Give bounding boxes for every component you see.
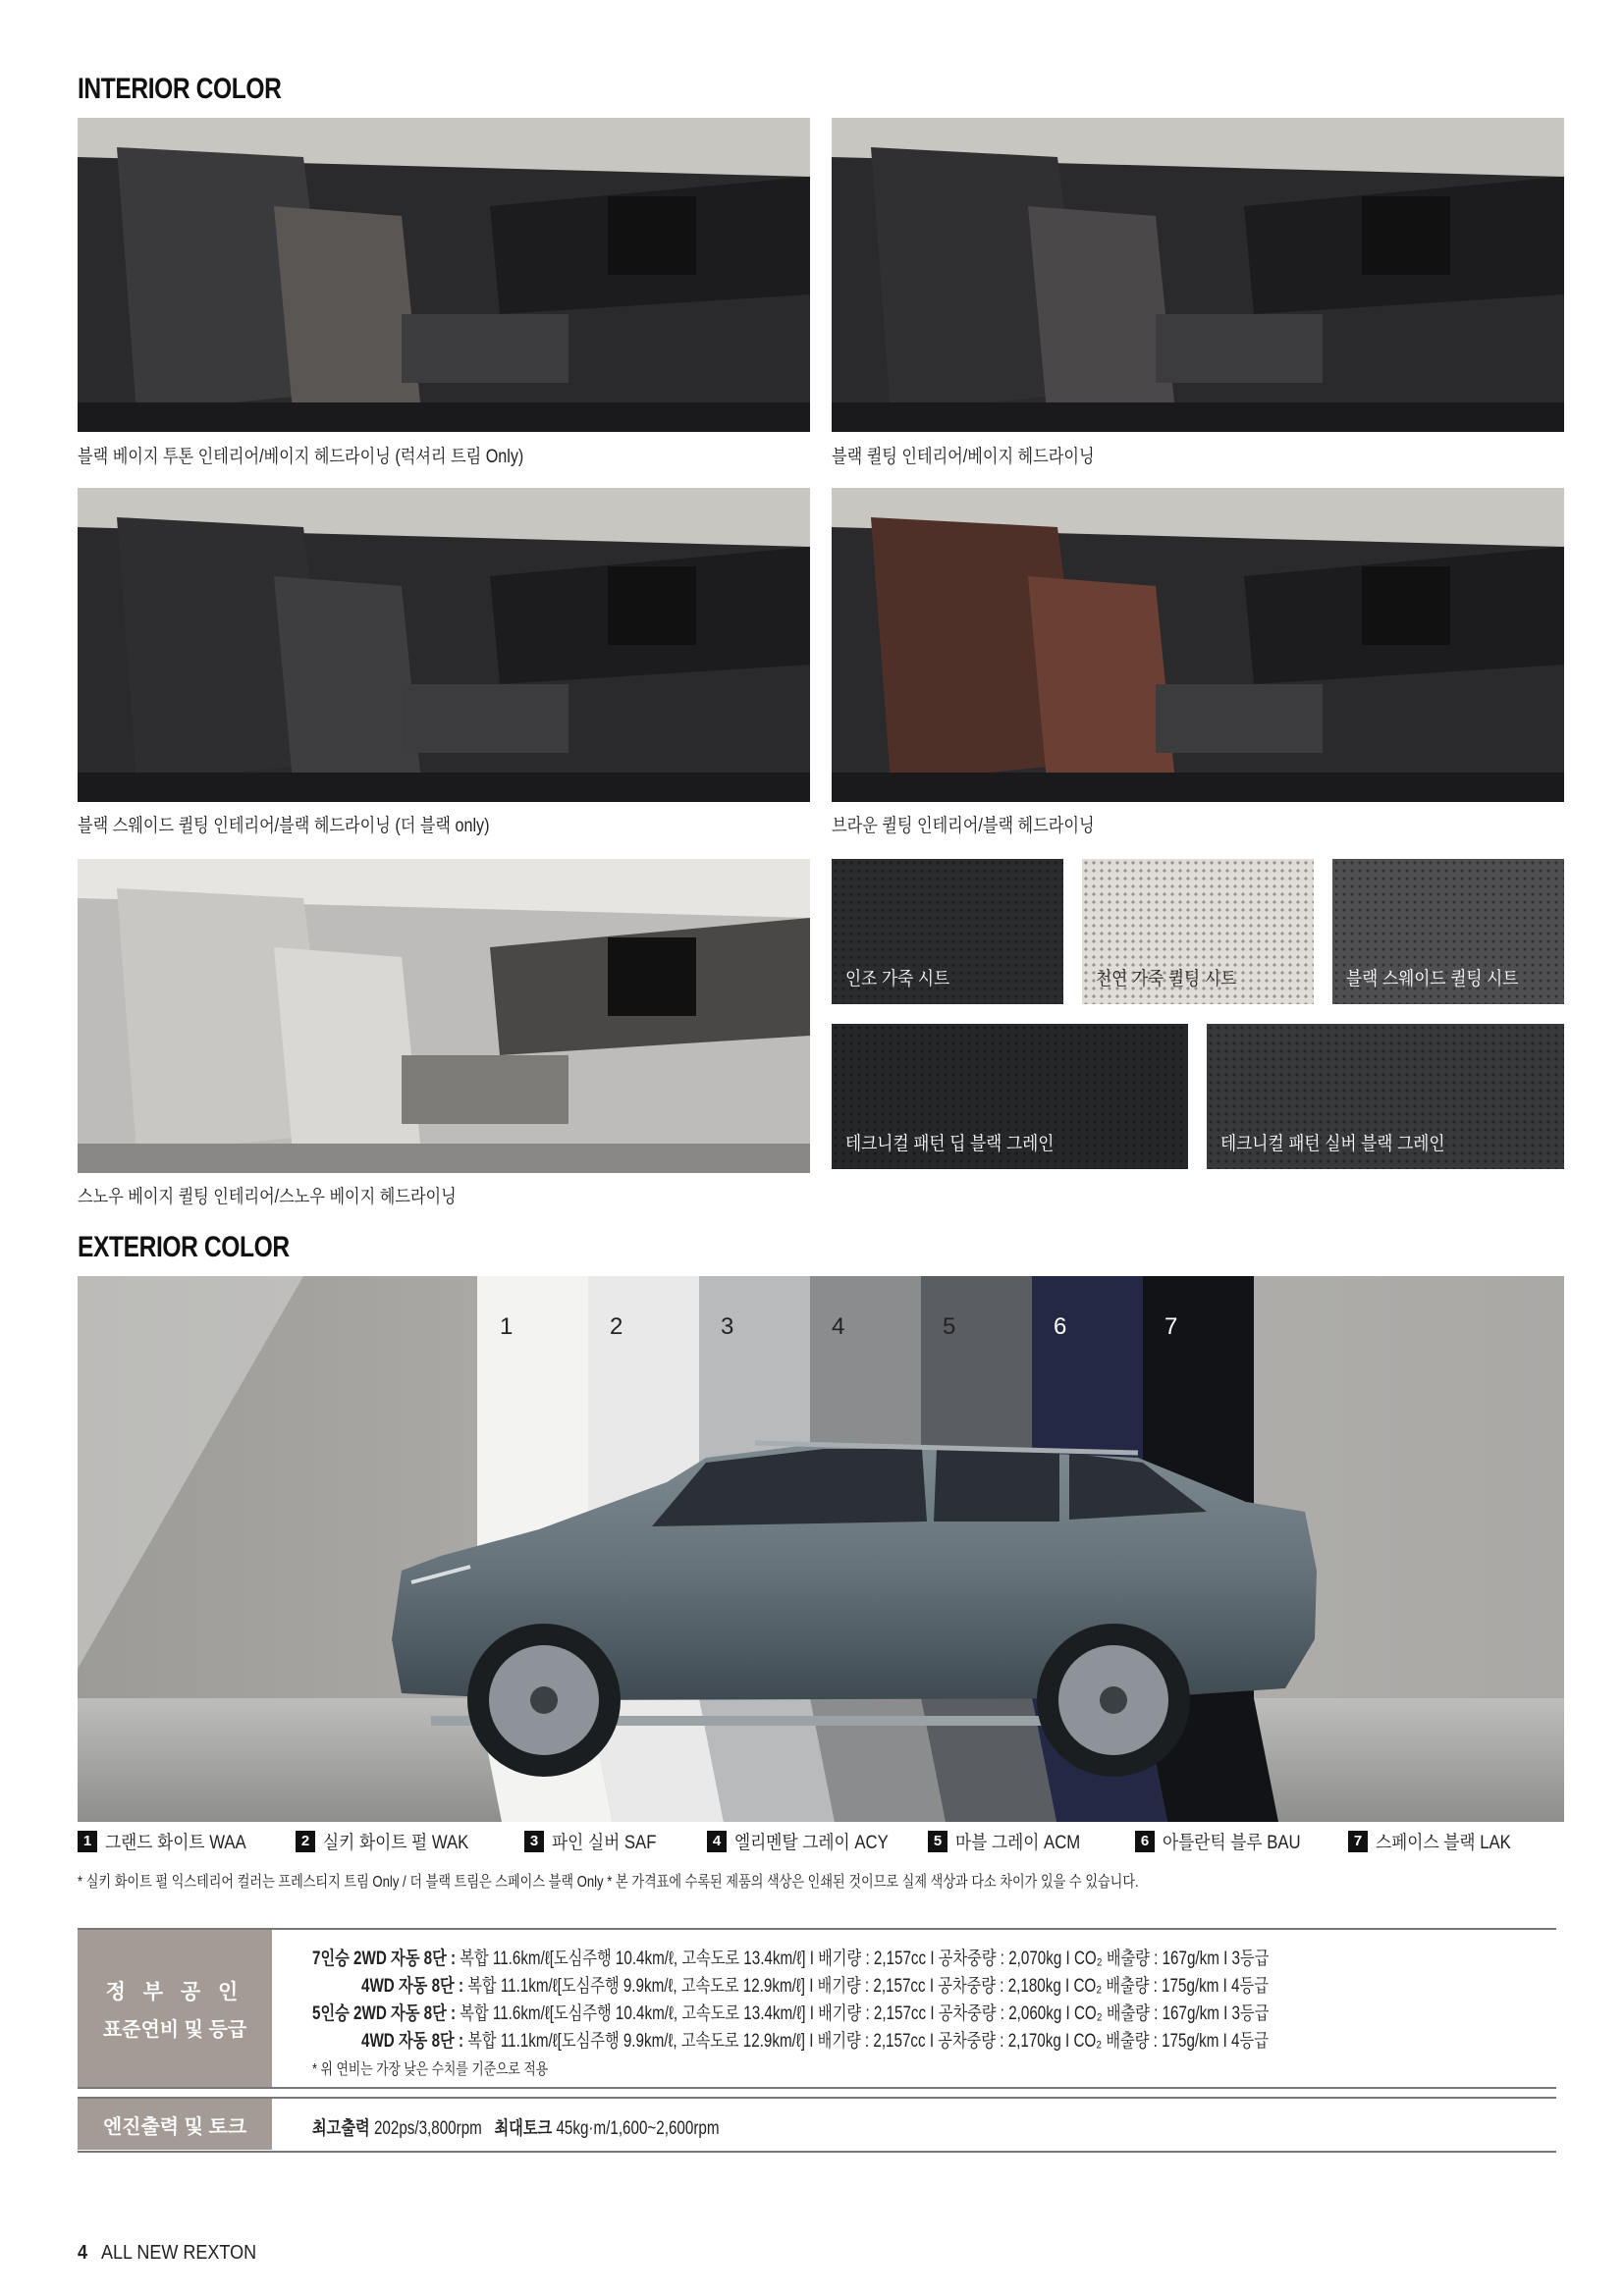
exterior-color-number-7: 7: [1164, 1313, 1178, 1340]
exterior-color-number-5: 5: [943, 1313, 956, 1340]
engine-torque-head: 최대토크: [494, 2118, 553, 2139]
material-swatch-3: [1332, 859, 1564, 1004]
material-swatch-2: [1082, 859, 1314, 1004]
exterior-color-legend-2: [296, 1828, 489, 1854]
material-swatch-4: [832, 1024, 1188, 1169]
exterior-color-legend-3: [524, 1828, 671, 1854]
exterior-car-photo: [78, 1276, 1564, 1822]
fuel-line-text: 복합 11.1km/ℓ[도심주행 9.9km/ℓ, 고속도로 12.9km/ℓ] I 배기량 : 2,157cc I 공차중량 : 2,180kg I CO₂ 배출량 : 175g/km I 4등급: [463, 1976, 1269, 1997]
legend-number-box: 6: [1135, 1831, 1155, 1852]
interior-photo-4: [832, 488, 1564, 802]
interior-photo-1: [78, 118, 810, 432]
exterior-note: * 실키 화이트 펄 익스테리어 컬러는 프레스티지 트림 Only / 더 블랙 트림은 스페이스 블랙 Only * 본 가격표에 수록된 제품의 색상은 인쇄된 것이므로 실제 색상과 다소 차이가 있을 수 있습니다.: [78, 1874, 1139, 1891]
exterior-color-number-3: 3: [721, 1313, 734, 1340]
fuel-line-1: [312, 1944, 1269, 1970]
exterior-color-number-2: 2: [610, 1313, 623, 1340]
fuel-line-head: 4WD 자동 8단 :: [361, 2031, 464, 2052]
material-swatch-label: 테크니컬 패턴 딥 블랙 그레인: [845, 1134, 1055, 1154]
fuel-line-head: 7인승 2WD 자동 8단 :: [312, 1949, 457, 1969]
interior-caption-5: 스노우 베이지 퀼팅 인테리어/스노우 베이지 헤드라이닝: [78, 1187, 457, 1207]
legend-color-name: 아틀란틱 블루 BAU: [1163, 1833, 1301, 1853]
engine-label-text: 엔진출력 및 토크: [102, 2115, 247, 2138]
fuel-note: * 위 연비는 가장 낮은 수치를 기준으로 적용: [312, 2061, 549, 2078]
exterior-color-legend-4: [707, 1828, 909, 1854]
exterior-color-legend-6: [1135, 1828, 1320, 1854]
exterior-section-title: EXTERIOR COLOR: [78, 1231, 290, 1263]
legend-color-name: 파인 실버 SAF: [552, 1833, 657, 1853]
material-swatch-5: [1207, 1024, 1564, 1169]
engine-spec-line: [312, 2113, 720, 2140]
interior-caption-2: 블랙 퀼팅 인테리어/베이지 헤드라이닝: [832, 447, 1095, 467]
material-swatch-label: 블랙 스웨이드 퀼팅 시트: [1346, 969, 1519, 989]
engine-power-head: 최고출력: [312, 2118, 370, 2139]
material-swatch-label: 인조 가죽 시트: [845, 969, 950, 989]
interior-photo-5: [78, 859, 810, 1173]
fuel-efficiency-label-line2: 표준연비 및 등급: [102, 2018, 247, 2041]
fuel-efficiency-label: [78, 1930, 272, 2087]
fuel-efficiency-label-line1: 정 부 공 인: [105, 1980, 244, 2003]
fuel-line-text: 복합 11.1km/ℓ[도심주행 9.9km/ℓ, 고속도로 12.9km/ℓ] I 배기량 : 2,157cc I 공차중량 : 2,170kg I CO₂ 배출량 : 175g/km I 4등급: [463, 2031, 1269, 2052]
interior-caption-1: 블랙 베이지 투톤 인테리어/베이지 헤드라이닝 (럭셔리 트림 Only): [78, 447, 524, 467]
fuel-line-3: [312, 1999, 1269, 2025]
exterior-color-number-4: 4: [832, 1313, 845, 1340]
legend-number-box: 3: [524, 1831, 544, 1852]
exterior-color-number-6: 6: [1054, 1313, 1067, 1340]
legend-color-name: 스페이스 블랙 LAK: [1376, 1833, 1511, 1853]
interior-caption-4: 브라운 퀼팅 인테리어/블랙 헤드라이닝: [832, 816, 1095, 836]
spec-table-bottom-rule: [78, 2151, 1556, 2153]
fuel-line-head: 5인승 2WD 자동 8단 :: [312, 2003, 457, 2024]
interior-section-title: INTERIOR COLOR: [78, 73, 282, 105]
legend-color-name: 엘리멘탈 그레이 ACY: [734, 1833, 889, 1853]
fuel-line-4: [361, 2026, 1269, 2053]
spec-table-mid-rule-1: [78, 2087, 1556, 2089]
legend-color-name: 그랜드 화이트 WAA: [105, 1833, 246, 1853]
legend-number-box: 5: [928, 1831, 947, 1852]
legend-number-box: 7: [1348, 1831, 1368, 1852]
legend-number-box: 4: [707, 1831, 727, 1852]
interior-caption-3: 블랙 스웨이드 퀼팅 인테리어/블랙 헤드라이닝 (더 블랙 only): [78, 816, 490, 836]
engine-power-value: 202ps/3,800rpm: [373, 2118, 482, 2139]
spec-table-mid-rule-2: [78, 2097, 1556, 2099]
material-swatch-label: 테크니컬 패턴 실버 블랙 그레인: [1220, 1134, 1445, 1154]
material-swatch-label: 천연 가죽 퀼팅 시트: [1096, 969, 1237, 989]
fuel-line-text: 복합 11.6km/ℓ[도심주행 10.4km/ℓ, 고속도로 13.4km/ℓ] I 배기량 : 2,157cc I 공차중량 : 2,060kg I CO₂ 배출량 : 167g/km I 3등급: [456, 2003, 1270, 2024]
spec-table-top-rule: [78, 1928, 1556, 1930]
page-number: 4: [78, 2242, 88, 2264]
exterior-color-number-1: 1: [500, 1313, 514, 1340]
exterior-color-legend-5: [928, 1828, 1098, 1854]
engine-torque-value: 45kg·m/1,600~2,600rpm: [556, 2118, 720, 2139]
fuel-line-head: 4WD 자동 8단 :: [361, 1976, 464, 1997]
exterior-color-legend-1: [78, 1828, 265, 1854]
legend-number-box: 2: [296, 1831, 315, 1852]
legend-color-name: 마블 그레이 ACM: [955, 1833, 1081, 1853]
interior-photo-2: [832, 118, 1564, 432]
interior-photo-3: [78, 488, 810, 802]
engine-label: [78, 2099, 272, 2150]
legend-number-box: 1: [78, 1831, 97, 1852]
footer: [78, 2242, 256, 2265]
material-swatch-1: [832, 859, 1063, 1004]
fuel-line-text: 복합 11.6km/ℓ[도심주행 10.4km/ℓ, 고속도로 13.4km/ℓ] I 배기량 : 2,157cc I 공차중량 : 2,070kg I CO₂ 배출량 : 167g/km I 3등급: [456, 1949, 1270, 1969]
exterior-color-legend-7: [1348, 1828, 1530, 1854]
legend-color-name: 실키 화이트 펄 WAK: [323, 1833, 469, 1853]
fuel-line-2: [361, 1971, 1269, 1998]
footer-title: ALL NEW REXTON: [101, 2242, 257, 2264]
